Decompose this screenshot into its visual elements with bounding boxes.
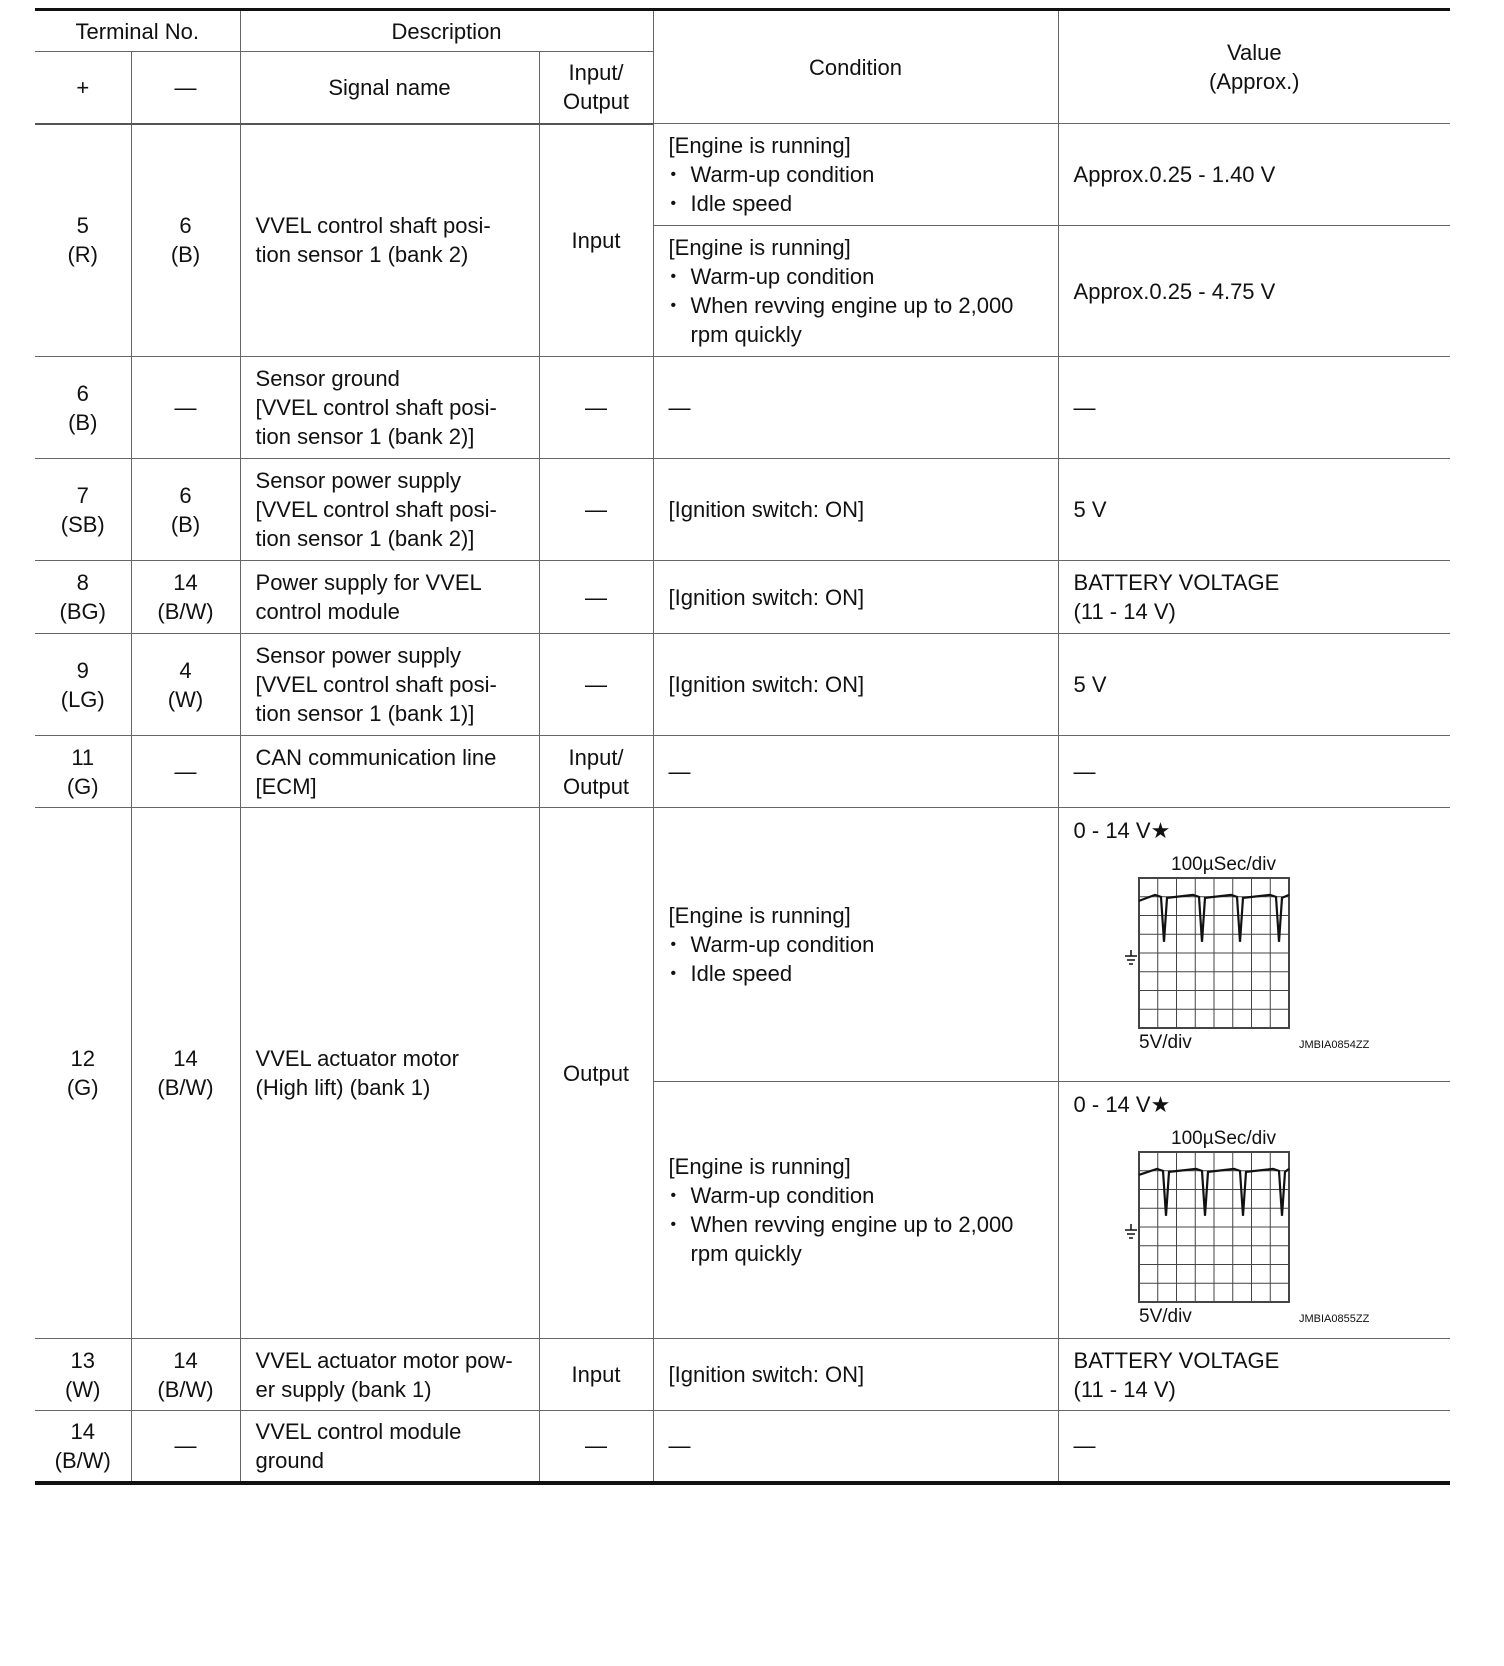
minus-terminal (131, 1339, 240, 1411)
terminal-number: 4 (179, 657, 192, 683)
minus-terminal (131, 124, 240, 357)
timebase-label: 100µSec/div (1170, 1128, 1276, 1149)
wire-color: (SB) (60, 511, 105, 537)
signal-line: VVEL control shaft posi- (255, 213, 491, 239)
condition-line: rpm quickly (690, 1241, 802, 1266)
io-type: Input (539, 124, 653, 357)
condition-item: • Warm-up condition (669, 930, 1052, 959)
condition-cell (653, 226, 1058, 357)
timebase-label: 100µSec/div (1170, 854, 1276, 875)
terminal-table (35, 8, 1450, 1485)
plus-terminal (35, 1411, 131, 1483)
signal-name-header: Signal name (240, 52, 539, 124)
io-type: — (539, 561, 653, 634)
condition-line: • When revving engine up to 2,000 (690, 1212, 1014, 1237)
value-cell (1058, 808, 1450, 1082)
io-type (539, 736, 653, 808)
plus-terminal (35, 459, 131, 561)
wire-color: (G) (66, 1075, 99, 1100)
condition-list (669, 160, 1052, 218)
signal-line: VVEL control module (255, 1418, 462, 1444)
minus-terminal: — (131, 357, 240, 459)
condition-list (669, 262, 1052, 349)
oscilloscope-waveform-2 (1059, 1082, 1450, 1337)
terminal-no-header: Terminal No. (35, 10, 240, 52)
wire-color: (B/W) (157, 599, 214, 624)
terminal-number: 11 (71, 744, 95, 770)
condition-list (669, 1181, 1052, 1268)
value-line: BATTERY VOLTAGE (1073, 570, 1280, 595)
minus-terminal (131, 634, 240, 736)
signal-line: (High lift) (bank 1) (255, 1075, 431, 1100)
terminal-number: 12 (70, 1046, 95, 1071)
io-header-line1: Input/ (568, 60, 624, 86)
value-cell: — (1058, 357, 1450, 459)
value-line: (11 - 14 V) (1073, 599, 1176, 624)
table-row (35, 459, 1450, 561)
value-cell: 5 V (1058, 634, 1450, 736)
value-cell: 5 V (1058, 459, 1450, 561)
terminal-table-wrapper (35, 8, 1450, 1485)
condition-cell: — (653, 736, 1058, 808)
value-cell: Approx.0.25 - 1.40 V (1058, 124, 1450, 226)
signal-line: [VVEL control shaft posi- (255, 395, 497, 420)
condition-item (669, 1210, 1052, 1268)
volt-per-div-label: 5V/div (1138, 1306, 1192, 1327)
wire-color: (R) (67, 242, 99, 268)
description-header: Description (240, 10, 653, 52)
condition-cell (653, 124, 1058, 226)
star-icon: ★ (1150, 818, 1171, 843)
signal-name (240, 124, 539, 357)
condition-heading: [Engine is running] (668, 1154, 851, 1179)
plus-terminal (35, 1339, 131, 1411)
signal-line: VVEL actuator motor pow- (255, 1347, 513, 1373)
plus-terminal (35, 357, 131, 459)
signal-name (240, 357, 539, 459)
wire-color: (LG) (60, 686, 105, 712)
terminal-number: 14 (173, 1347, 198, 1373)
condition-heading: [Engine is running] (668, 903, 851, 928)
signal-line: Sensor power supply (255, 643, 461, 668)
plus-terminal (35, 634, 131, 736)
io-header (539, 52, 653, 124)
wire-color: (B/W) (157, 1376, 214, 1402)
figure-code: JMBIA0855ZZ (1298, 1313, 1369, 1325)
io-type: — (539, 634, 653, 736)
signal-name (240, 459, 539, 561)
terminal-number: 14 (173, 570, 198, 595)
signal-line: er supply (bank 1) (255, 1376, 432, 1402)
io-type: — (539, 357, 653, 459)
terminal-number: 13 (70, 1347, 95, 1373)
value-header-line2: (Approx.) (1209, 69, 1300, 94)
terminal-number: 8 (76, 570, 89, 595)
io-header-line2: Output (563, 89, 630, 115)
terminal-number: 14 (70, 1418, 95, 1444)
value-cell: — (1058, 736, 1450, 808)
minus-terminal (131, 459, 240, 561)
minus-terminal (131, 561, 240, 634)
signal-line: ground (255, 1447, 325, 1473)
condition-heading: [Engine is running] (668, 235, 851, 260)
ground-icon (1125, 1224, 1137, 1238)
condition-item: • Warm-up condition (669, 160, 1052, 189)
wire-color: (B/W) (54, 1447, 111, 1473)
plus-terminal (35, 561, 131, 634)
signal-name (240, 561, 539, 634)
signal-line: tion sensor 1 (bank 2)] (255, 424, 475, 449)
terminal-number: 5 (76, 213, 89, 239)
condition-cell (653, 808, 1058, 1082)
io-line: Output (563, 773, 630, 799)
condition-header: Condition (653, 10, 1058, 124)
value-text: 0 - 14 V (1073, 818, 1151, 843)
signal-line: [VVEL control shaft posi- (255, 497, 497, 522)
star-icon: ★ (1150, 1092, 1171, 1117)
condition-list (669, 930, 1052, 988)
signal-line: [ECM] (255, 773, 317, 799)
signal-name (240, 634, 539, 736)
condition-heading: [Engine is running] (668, 133, 851, 158)
signal-line: tion sensor 1 (bank 2)] (255, 526, 475, 551)
signal-line: control module (255, 599, 400, 624)
minus-terminal: — (131, 736, 240, 808)
terminal-number: 14 (173, 1046, 198, 1071)
table-row (35, 124, 1450, 226)
minus-terminal (131, 808, 240, 1339)
value-cell: Approx.0.25 - 4.75 V (1058, 226, 1450, 357)
condition-item: • Warm-up condition (669, 1181, 1052, 1210)
condition-item: • Idle speed (669, 959, 1052, 988)
terminal-number: 9 (76, 657, 89, 683)
table-row (35, 1411, 1450, 1483)
io-type: Output (539, 808, 653, 1339)
condition-cell (653, 1082, 1058, 1339)
signal-line: Sensor power supply (255, 468, 461, 493)
condition-cell: [Ignition switch: ON] (653, 561, 1058, 634)
oscilloscope-waveform-1 (1059, 808, 1450, 1076)
value-cell: — (1058, 1411, 1450, 1483)
table-row (35, 561, 1450, 634)
table-row (35, 1339, 1450, 1411)
condition-item: • Idle speed (669, 189, 1052, 218)
condition-cell: [Ignition switch: ON] (653, 459, 1058, 561)
table-row (35, 736, 1450, 808)
signal-line: VVEL actuator motor (255, 1046, 459, 1071)
header-row-1 (35, 10, 1450, 52)
io-line: Input/ (568, 744, 624, 770)
minus-terminal: — (131, 1411, 240, 1483)
signal-name (240, 1411, 539, 1483)
value-cell (1058, 1082, 1450, 1339)
terminal-number: 6 (76, 380, 89, 406)
condition-cell: — (653, 1411, 1058, 1483)
condition-cell: [Ignition switch: ON] (653, 1339, 1058, 1411)
wire-color: (B) (170, 242, 201, 268)
table-row (35, 357, 1450, 459)
value-cell (1058, 561, 1450, 634)
terminal-number: 6 (179, 482, 192, 508)
plus-terminal (35, 808, 131, 1339)
terminal-number: 6 (179, 213, 192, 239)
value-line: (11 - 14 V) (1073, 1376, 1176, 1402)
value-cell (1058, 1339, 1450, 1411)
signal-name (240, 1339, 539, 1411)
condition-line: • When revving engine up to 2,000 (690, 293, 1014, 318)
waveform-block (1059, 808, 1451, 1076)
plus-terminal (35, 736, 131, 808)
io-type: — (539, 459, 653, 561)
condition-line: rpm quickly (690, 322, 802, 347)
signal-name (240, 736, 539, 808)
condition-item (669, 291, 1052, 349)
wire-color: (G) (66, 773, 99, 799)
scope-grid (1139, 1152, 1289, 1302)
waveform-block (1059, 1082, 1451, 1337)
table-row (35, 808, 1450, 1082)
value-header (1058, 10, 1450, 124)
signal-line: [VVEL control shaft posi- (255, 672, 497, 697)
wire-color: (B) (68, 409, 98, 435)
plus-terminal (35, 124, 131, 357)
condition-item: • Warm-up condition (669, 262, 1052, 291)
signal-line: Sensor ground (255, 366, 400, 391)
wire-color: (B) (170, 511, 201, 537)
io-type: — (539, 1411, 653, 1483)
wire-color: (BG) (59, 599, 106, 624)
signal-line: tion sensor 1 (bank 1)] (255, 701, 475, 726)
figure-code: JMBIA0854ZZ (1298, 1039, 1369, 1051)
signal-line: CAN communication line (255, 744, 497, 770)
wire-color: (B/W) (157, 1075, 214, 1100)
minus-header: — (131, 52, 240, 124)
io-type: Input (539, 1339, 653, 1411)
condition-cell: [Ignition switch: ON] (653, 634, 1058, 736)
signal-line: tion sensor 1 (bank 2) (255, 242, 469, 268)
signal-name (240, 808, 539, 1339)
terminal-number: 7 (76, 482, 89, 508)
ground-icon (1125, 950, 1137, 964)
value-line: BATTERY VOLTAGE (1073, 1347, 1280, 1373)
plus-header: + (35, 52, 131, 124)
value-header-line1: Value (1226, 40, 1282, 65)
signal-line: Power supply for VVEL (255, 570, 482, 595)
wire-color: (W) (167, 686, 204, 712)
table-row (35, 634, 1450, 736)
value-text: 0 - 14 V (1073, 1092, 1151, 1117)
condition-cell: — (653, 357, 1058, 459)
wire-color: (W) (65, 1376, 101, 1402)
volt-per-div-label: 5V/div (1138, 1032, 1192, 1053)
